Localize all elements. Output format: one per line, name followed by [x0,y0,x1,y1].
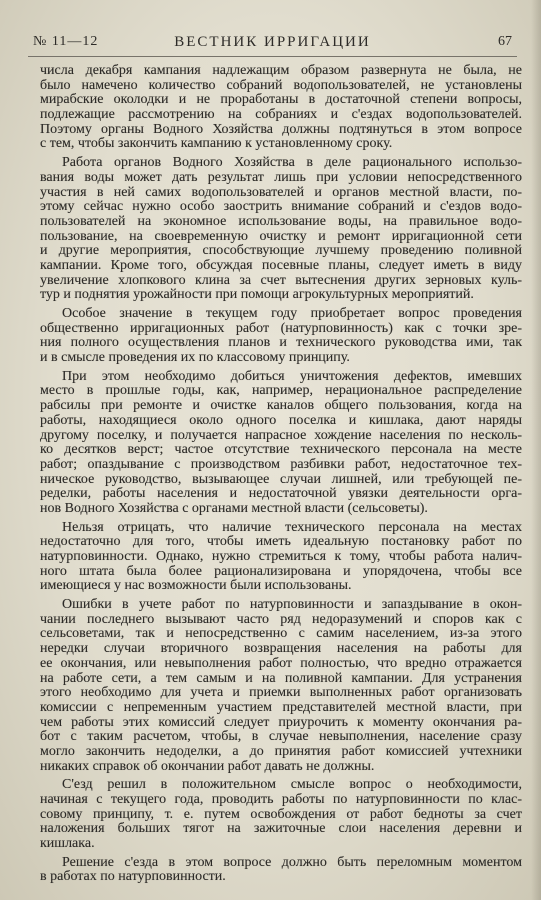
article-text [40,64,522,885]
text-line: увеличение хлопкового клина за счет вытеснения других зерновых куль- [40,272,522,288]
body-paragraph [40,598,522,774]
body-paragraph [40,521,522,594]
text-line: Работа органов Водного Хозяйства в деле рационального использо- [62,155,522,171]
text-line: с тем, чтобы закончить кампанию к установленному сроку. [40,136,393,152]
journal-title: ВЕСТНИК ИРРИГАЦИИ [174,34,371,50]
text-line: в работах по натурповинности. [40,869,226,885]
text-line: никаких справок об окончании работ давать не должны. [40,758,375,774]
text-line: Ошибки в учете работ по натурповинности и запаздывание в окон- [62,597,522,613]
text-line: бот с таким расчетом, чтобы, в случае невыполнения, население сразу [40,729,522,745]
body-paragraph [40,778,522,851]
body-paragraph [40,370,522,517]
running-header [33,33,512,53]
text-line: чании последнего вызывают часто ряд недоразумений и споров как с [40,611,522,627]
issue-number: № 11—12 [33,34,99,49]
text-line: было намечено количество собраний водопользователей, не установлены [40,77,522,93]
text-line: начиная с текущего года, проводить работы по натурповинности по клас- [40,792,522,807]
text-line: ее окончания, или невыполнения работ полностью, что вредно отражается [40,655,522,671]
body-paragraph [40,856,522,885]
text-line: тур и поднятия урожайности при помощи агрокультурных мероприятий. [40,287,474,303]
text-line: ническое руководство, вызывающее случаи лишней, или требующей пе- [40,471,522,487]
text-line: нов Водного Хозяйства с органами местной власти (сельсоветы). [40,500,428,516]
text-line: недостаточно для того, чтобы иметь идеальную постановку работ по [40,534,522,550]
text-line: ния полного осуществления планов и технического руководства ими, так [40,335,522,351]
text-line: мирабские околодки и не проработаны в достаточной степени вопросы, [40,92,522,108]
text-line: наложения больших тягот на зажиточные слои населения деревни и [40,821,522,837]
text-line: чем работы этих комиссий следует приурочить к моменту окончания ра- [40,714,522,730]
text-line: другому поселку, и получается напрасное хождение населения по несколь- [40,427,522,443]
text-line: пользование, на своевременную очистку и ремонт ирригационной сети [40,228,522,244]
text-line: могло закончить недоделки, а до принятия работ комиссией учтехники [40,743,522,759]
text-line: Поэтому органы Водного Хозяйства должны подтянуться в этом вопросе [40,121,522,137]
text-line: ределки, работы населения и недостаточной увязки деятельности орга- [40,486,522,502]
text-line: работы, находящиеся около одного поселка и кишлака, дают наряды [40,412,522,428]
text-line: нередки случаи вторичного возвращения населения на работы для [40,641,522,657]
text-line: место в прошлые годы, как, например, нерациональное распределение [40,383,522,399]
text-line: общественно ирригационных работ (натурповинность) как с точки зре- [40,320,522,336]
text-line: сельсоветами, так и непосредственно с самим населением, из-за этого [40,626,522,642]
text-line: Решение с'езда в этом вопросе должно быть переломным моментом [62,854,522,870]
text-line: ного штата была более рационализирована и упорядочена, чтобы все [40,563,522,579]
text-line: комиссии с непременным участием представителей местной власти, при [40,699,522,715]
text-line: С'езд решил в положительном смысле вопрос о необходимости, [62,777,522,793]
text-line: Особое значение в текущем году приобретает вопрос проведения [62,306,522,321]
page-number: 67 [498,34,512,49]
text-line: числа декабря кампания надлежащим образом развернута не была, не [40,63,522,78]
text-line: натурповинности. Однако, нужно стремиться к тому, чтобы работа налич- [40,549,522,564]
text-line: кампании. Кроме того, обсуждая посевные планы, следует иметь в виду [40,257,522,273]
text-line: При этом необходимо добиться уничтожения дефектов, имевших [62,368,522,384]
text-line: на работе сети, а тем самым и на поливной кампании. Для устранения [40,670,522,686]
text-line: Нельзя отрицать, что наличие технического персонала на местах [62,519,522,535]
text-line: и в смысле проведения их по классовому принципу. [40,350,350,366]
text-line: совому принципу, т. е. путем освобождения от работ бедноты за счет [40,806,522,822]
text-line: и другие мероприятия, способствующие лучшему проведению поливной [40,243,522,259]
body-paragraph-continued [40,64,522,152]
header-rule [28,56,517,57]
text-line: этому сейчас нужно особо заострить внимание собраний и с'ездов водо- [40,199,522,215]
body-paragraph [40,307,522,366]
text-line: ко десятков верст; частое отсутствие технического персонала на месте [40,442,522,458]
text-line: подлежащие рассмотрению на собраниях и с'ездах водопользователей. [40,107,522,123]
text-line: вания воды может дать результат лишь при условии непосредственного [40,169,522,185]
text-line: этого необходимо для учета и приемки выполненных работ организовать [40,685,522,701]
body-paragraph [40,156,522,303]
text-line: рабсилы при ремонте и очистке каналов общего пользования, когда на [40,398,522,414]
text-line: работ; опаздывание с производством разбивки работ, недостаточное тех- [40,456,522,472]
text-line: кишлака. [40,836,95,852]
text-line: имеющиеся у нас возможности были использованы. [40,578,352,594]
text-line: пользователей на экономное использование воды, на правильное водо- [40,213,522,229]
text-line: участия в ней самих водопользователей и органов местной власти, по- [40,184,522,200]
